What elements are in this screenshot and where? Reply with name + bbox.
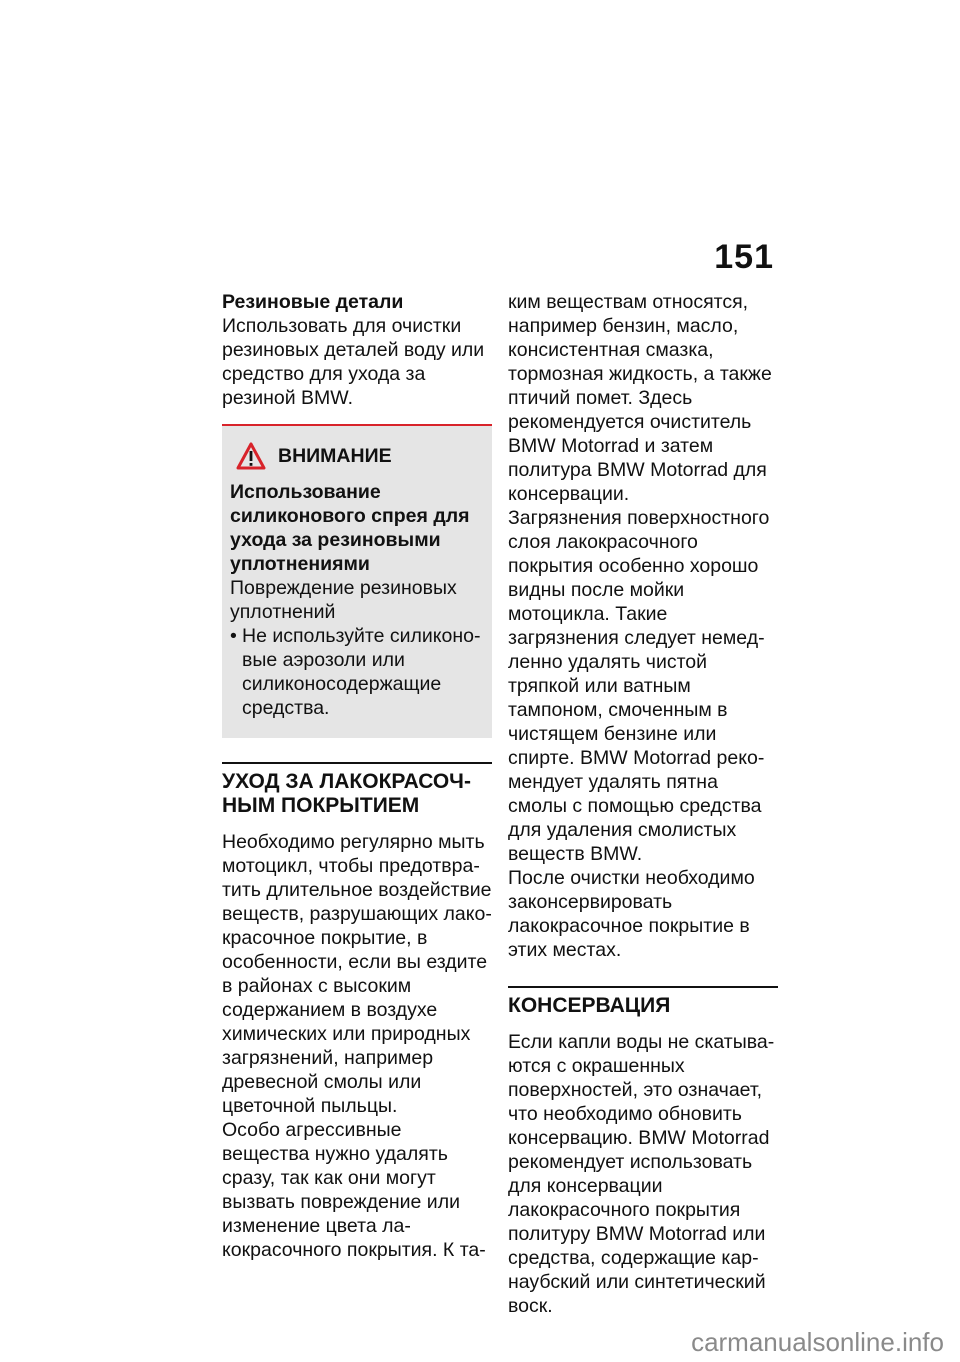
warning-box bbox=[222, 424, 492, 738]
warning-label: ВНИМАНИЕ bbox=[278, 444, 392, 467]
paint-care-heading: УХОД ЗА ЛАКОКРАСОЧНЫМ ПОКРЫТИЕМ bbox=[222, 762, 492, 818]
page-number: 151 bbox=[714, 238, 774, 276]
right-column bbox=[508, 290, 778, 1318]
watermark: carmanualsonline.info bbox=[691, 1327, 944, 1357]
bullet-dot-icon: • bbox=[230, 625, 237, 647]
paint-care-paragraph-3: Загрязнения поверхностного слоя лакокрасочного покрытия особенно хорошо видны после мойки мотоцикла. Такие загрязнения следует немедленно удалять чистой тряпкой или ватным тампоном, смоченным в чистящем бензине или спирте. BMW Motorrad рекомендует удалять пятна смолы с помощью средства для удаления смолистых веществ BMW. bbox=[508, 507, 770, 865]
paint-care-paragraph-2-continued: ким веществам относятся, например бензин, масло, консистентная смазка, тормозная жидкость, а также птичий помет. Здесь рекомендуется очиститель BMW Motorrad и затем политура BMW Motorrad для консервации. bbox=[508, 291, 772, 505]
paint-care-paragraph-4: После очистки необходимо законсервировать лакокрасочное покрытие в этих местах. bbox=[508, 867, 755, 961]
warning-bullet-text: Не используйте силиконовые аэрозоли или силиконосодержащие средства. bbox=[242, 625, 481, 719]
paint-care-paragraph-1: Необходимо регулярно мыть мотоцикл, чтобы предотвратить длительное воздействие веществ, разрушающих лакокрасочное покрытие, в особенности, если вы ездите в районах с высоким содержанием в воздухе химических или природных загрязнений, например древесной смолы или цветочной пыльцы. bbox=[222, 831, 492, 1117]
rubber-text: Использовать для очистки резиновых деталей воду или средство для ухода за резиной BMW. bbox=[222, 315, 485, 409]
warning-consequence: Повреждение резиновых уплотнений bbox=[230, 577, 457, 623]
conservation-text: Если капли воды не скатываются с окрашенных поверхностей, это означает, что необходимо обновить консервацию. BMW Motorrad рекомендует использовать для консервации лакокрасочного покрытия политуру BMW Motorrad или средства, содержащие карнаубский или синтетический воск. bbox=[508, 1031, 775, 1317]
left-column bbox=[222, 290, 492, 1261]
warning-triangle-icon bbox=[236, 442, 266, 470]
warning-bullet bbox=[230, 624, 484, 720]
warning-header bbox=[236, 442, 484, 470]
paint-care-paragraph-2: Особо агрессивные вещества нужно удалять сразу, так как они могут вызвать повреждение или изменение цвета лакокрасочного покрытия. К та- bbox=[222, 1119, 486, 1261]
conservation-heading: КОНСЕРВАЦИЯ bbox=[508, 986, 778, 1018]
warning-subheading: Использование силиконового спрея для ухода за резиновыми уплотнениями bbox=[230, 481, 470, 575]
rubber-heading: Резиновые детали bbox=[222, 291, 404, 313]
